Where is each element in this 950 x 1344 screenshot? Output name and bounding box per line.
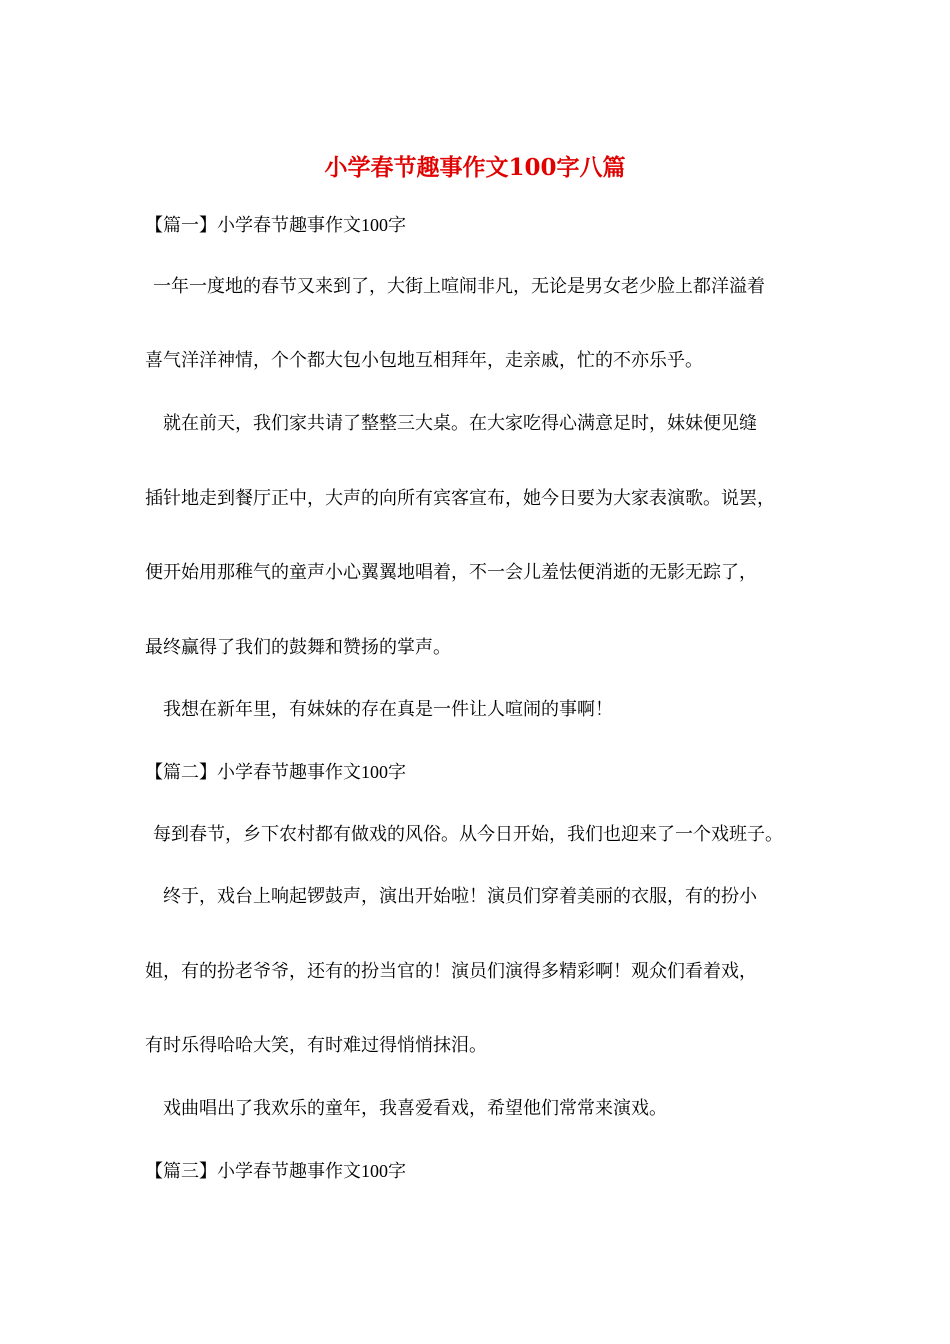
paragraph-line: 终于，戏台上响起锣鼓声，演出开始啦！演员们穿着美丽的衣服，有的扮小 [163,886,757,907]
paragraph-line: 插针地走到餐厅正中，大声的向所有宾客宣布，她今日要为大家表演歌。说罢， [145,488,775,509]
section-heading-number: 100 [361,215,388,235]
paragraph-line: 姐，有的扮老爷爷，还有的扮当官的！演员们演得多精彩啊！观众们看着戏， [145,961,757,982]
section-heading-label: 【篇二】小学春节趣事作文 [145,762,361,783]
paragraph-line: 有时乐得哈哈大笑，有时难过得悄悄抹泪。 [145,1035,487,1056]
paragraph-line: 就在前天，我们家共请了整整三大桌。在大家吃得心满意足时，妹妹便见缝 [163,413,757,434]
paragraph-line: 每到春节，乡下农村都有做戏的风俗。从今日开始，我们也迎来了一个戏班子。 [153,824,783,845]
paragraph-line: 最终赢得了我们的鼓舞和赞扬的掌声。 [145,637,451,658]
section-heading-number: 100 [361,762,388,782]
paragraph-line: 喜气洋洋神情，个个都大包小包地互相拜年，走亲戚，忙的不亦乐乎。 [145,350,703,371]
section-heading-label: 【篇三】小学春节趣事作文 [145,1161,361,1182]
section-heading-label: 【篇一】小学春节趣事作文 [145,215,361,236]
section-heading-suffix: 字 [388,762,406,783]
paragraph-line: 戏曲唱出了我欢乐的童年，我喜爱看戏，希望他们常常来演戏。 [163,1098,667,1119]
section-heading-2 [145,759,406,786]
section-heading-suffix: 字 [388,1161,406,1182]
document-title: 小学春节趣事作文100字八篇 [324,154,626,181]
paragraph-line: 我想在新年里，有妹妹的存在真是一件让人喧闹的事啊！ [163,699,613,720]
section-heading-3 [145,1158,406,1185]
section-heading-1 [145,212,406,239]
paragraph-line: 便开始用那稚气的童声小心翼翼地唱着，不一会儿羞怯便消逝的无影无踪了， [145,562,757,583]
section-heading-number: 100 [361,1161,388,1181]
paragraph-line: 一年一度地的春节又来到了，大街上喧闹非凡，无论是男女老少脸上都洋溢着 [153,276,765,297]
section-heading-suffix: 字 [388,215,406,236]
